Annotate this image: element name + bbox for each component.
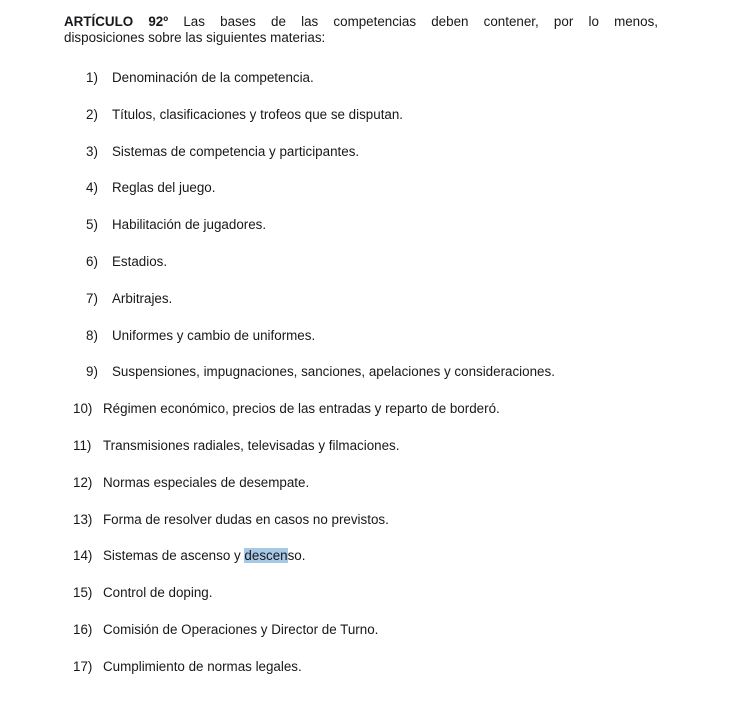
list-item-number: 5)	[86, 217, 98, 233]
list-item-number: 10)	[73, 401, 93, 417]
list-item	[64, 585, 658, 601]
list-item	[64, 548, 658, 564]
article-heading-line1	[64, 14, 658, 30]
list-item-text: Control de doping.	[103, 585, 213, 601]
list-item	[64, 364, 658, 380]
list-item	[64, 291, 658, 307]
list-item-number: 3)	[86, 143, 98, 159]
list-item-text: Reglas del juego.	[112, 180, 216, 196]
list-item-text: Comisión de Operaciones y Director de Turno.	[103, 621, 379, 637]
list-item	[64, 475, 658, 491]
article-body	[64, 14, 658, 696]
list-item-text: Forma de resolver dudas en casos no previstos.	[103, 511, 389, 527]
list-item-number: 6)	[86, 253, 98, 269]
list-item-number: 1)	[86, 70, 98, 85]
list-item	[64, 328, 658, 344]
list-item-text: Normas especiales de desempate.	[103, 474, 310, 490]
list-item	[64, 512, 658, 528]
list-item	[64, 659, 658, 675]
list-item-number: 8)	[86, 327, 98, 343]
list-item-text: Uniformes y cambio de uniformes.	[112, 327, 316, 343]
bases-list	[64, 70, 658, 675]
list-item-text: Estadios.	[112, 253, 168, 269]
list-item	[64, 622, 658, 638]
list-item-number: 7)	[86, 290, 98, 306]
list-item-number: 11)	[73, 437, 92, 453]
list-item-number: 4)	[86, 180, 98, 196]
list-item-text: Arbitrajes.	[112, 290, 173, 306]
list-item	[64, 144, 658, 160]
list-item	[64, 180, 658, 196]
list-item-number: 14)	[73, 548, 93, 564]
list-item	[64, 217, 658, 233]
list-item	[64, 254, 658, 270]
list-item-number: 17)	[73, 658, 93, 674]
list-item-text-pre: Sistemas de ascenso y	[103, 548, 245, 564]
list-item-text: Títulos, clasificaciones y trofeos que se disputan.	[112, 106, 404, 122]
list-item	[64, 70, 658, 86]
article-heading-line2: disposiciones sobre las siguientes materias:	[64, 30, 326, 45]
list-item-text-post: so.	[287, 548, 306, 564]
list-item-number: 16)	[73, 621, 93, 637]
list-item-number: 9)	[86, 364, 98, 380]
list-item-number: 12)	[73, 474, 93, 490]
list-item-text: Suspensiones, impugnaciones, sanciones, apelaciones y consideraciones.	[112, 364, 555, 380]
article-heading-text: Las bases de las competencias deben contener, por lo menos,	[183, 14, 658, 29]
list-item-text: Denominación de la competencia.	[112, 70, 314, 85]
list-item-text: Régimen económico, precios de las entradas y reparto de borderó.	[103, 401, 500, 417]
selection-highlight: descen	[244, 548, 288, 564]
list-item-number: 13)	[73, 511, 93, 527]
list-item-number: 15)	[73, 585, 93, 601]
list-item-text: Transmisiones radiales, televisadas y filmaciones.	[103, 437, 400, 453]
list-item-text: Sistemas de competencia y participantes.	[112, 143, 360, 159]
list-item	[64, 107, 658, 123]
list-item-number: 2)	[86, 106, 98, 122]
article-number: ARTÍCULO 92º	[64, 14, 169, 29]
list-item-text: Cumplimiento de normas legales.	[103, 658, 302, 674]
list-item	[64, 438, 658, 454]
list-item	[64, 401, 658, 417]
list-item-text: Habilitación de jugadores.	[112, 217, 267, 233]
list-item-text	[103, 548, 305, 564]
